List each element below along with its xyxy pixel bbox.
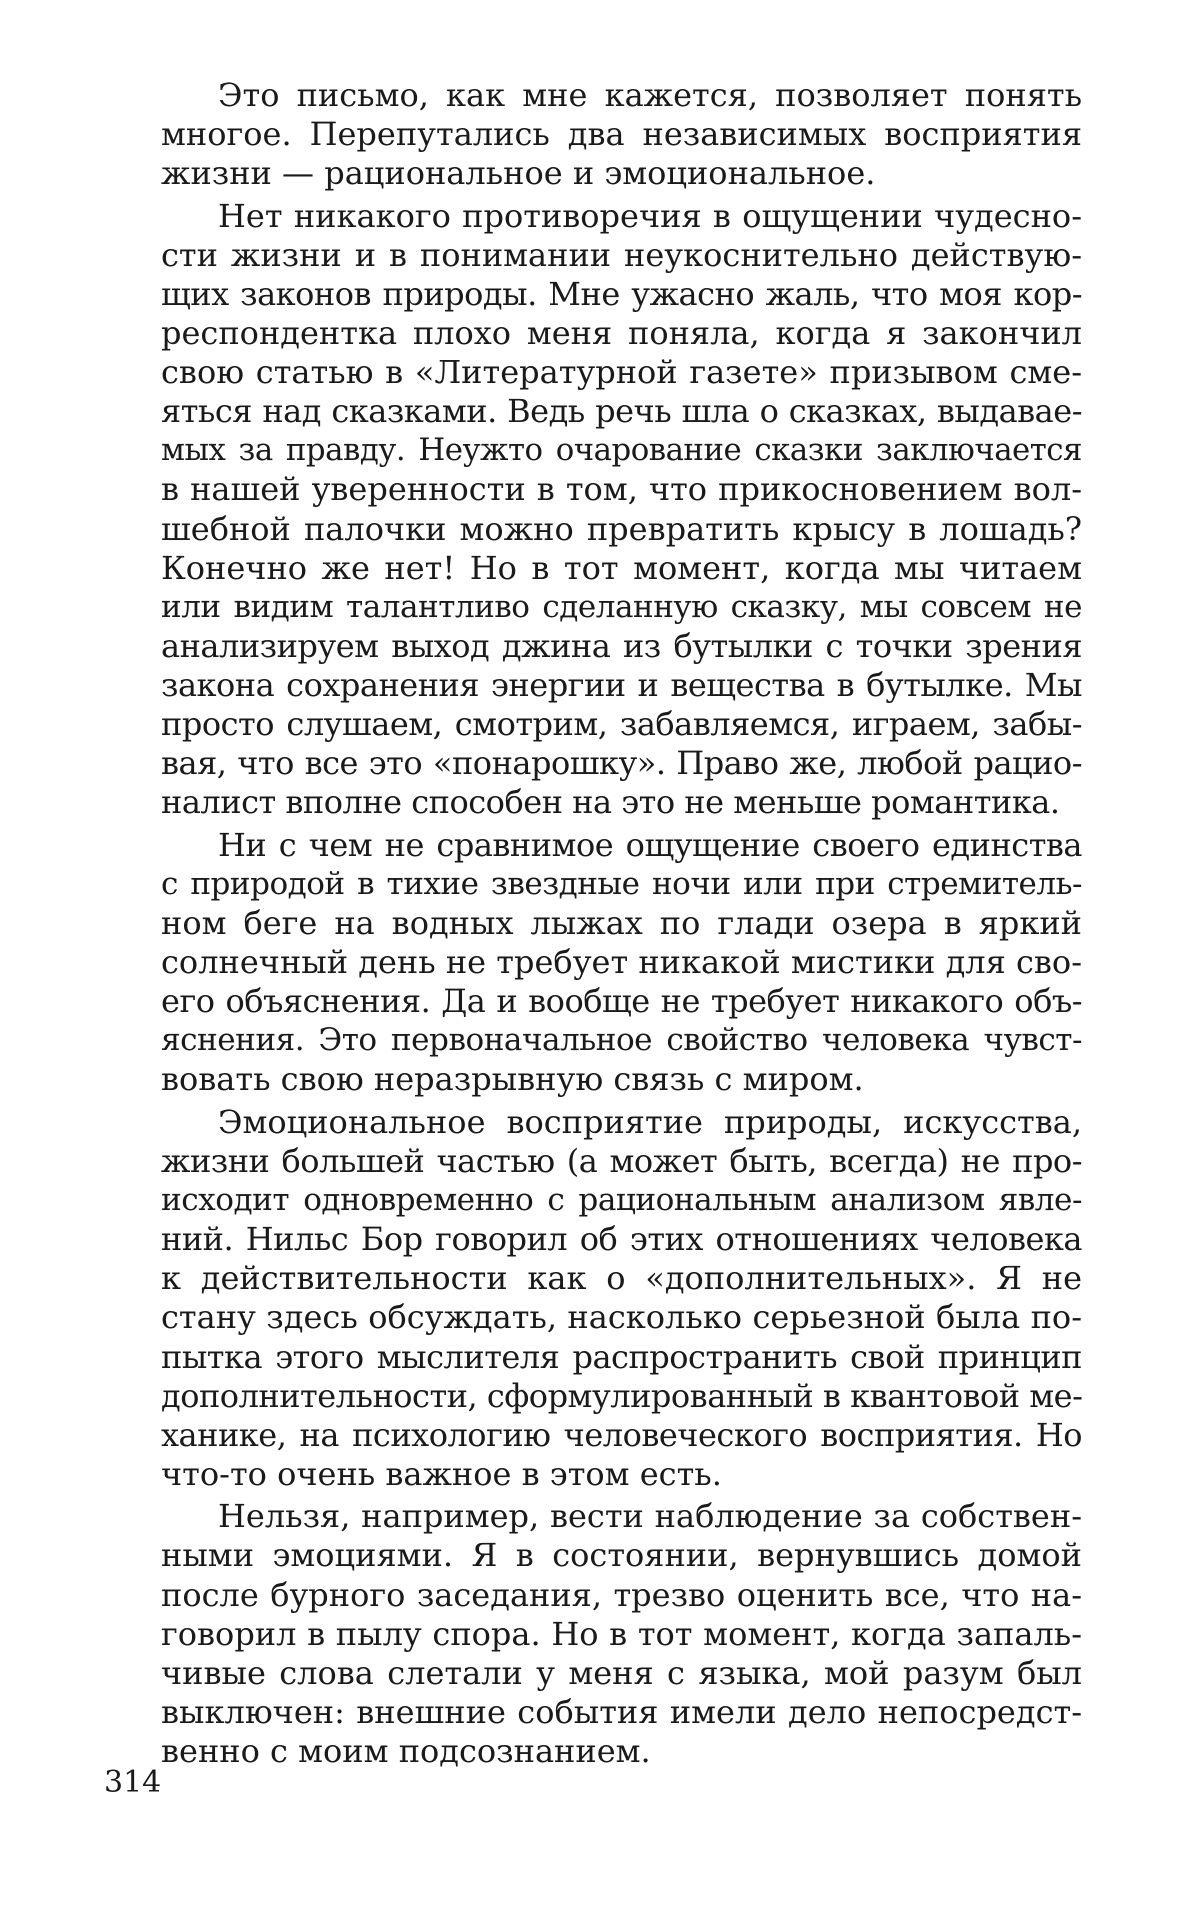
text-line: стану здесь обсуждать, насколько серьезной была по-	[161, 1298, 1082, 1337]
text-line: шебной палочки можно превратить крысу в лошадь?	[161, 509, 1082, 548]
paragraph	[104, 826, 1082, 1100]
text-line: ний. Нильс Бор говорил об этих отношениях человека	[161, 1220, 1082, 1259]
text-line: или видим талантливо сделанную сказку, мы совсем не	[161, 588, 1082, 625]
text-line: сти жизни и в понимании неукоснительно действую-	[161, 235, 1082, 274]
text-line: дополнительности, сформулированный в квантовой ме-	[161, 1376, 1083, 1415]
text-line: венно с моим подсознанием.	[161, 1731, 651, 1770]
text-line: яснения. Это первоначальное свойство человека чувст-	[161, 1022, 1082, 1059]
text-line: вая, что все это «понарошку». Право же, любой рацио-	[161, 744, 1082, 783]
text-line: налист вполне способен на это не меньше романтика.	[161, 783, 1060, 822]
text-line: что-то очень важное в этом есть.	[161, 1454, 722, 1493]
paragraph	[104, 197, 1082, 823]
text-line: выключен: внешние события имели дело непосредст-	[161, 1692, 1082, 1731]
text-line: респондентка плохо меня поняла, когда я закончил	[161, 314, 1082, 353]
text-line: в нашей уверенности в том, что прикосновением вол-	[161, 470, 1082, 509]
text-line: к действительности как о «дополнительных». Я не	[161, 1259, 1082, 1298]
text-line: вовать свою неразрывную связь с миром.	[161, 1060, 864, 1099]
text-line: жизни большей частью (а может быть, всегда) не про-	[161, 1142, 1082, 1181]
paragraph	[104, 76, 1082, 193]
text-line: исходит одновременно с рациональным анализом явле-	[161, 1182, 1082, 1219]
text-line: свою статью в «Литературной газете» призывом сме-	[161, 353, 1082, 392]
text-line: ном беге на водных лыжах по глади озера в яркий	[161, 903, 1082, 942]
text-line: многое. Перепутались два независимых восприятия	[161, 115, 1082, 154]
text-line: Нет никакого противоречия в ощущении чудесно-	[218, 196, 1082, 235]
text-line: анализируем выход джина из бутылки с точки зрения	[161, 626, 1082, 665]
text-line: Это письмо, как мне кажется, позволяет понять	[218, 76, 1082, 114]
text-line: яться над сказками. Ведь речь шла о сказках, выдавае-	[161, 392, 1082, 431]
text-line: просто слушаем, смотрим, забавляемся, играем, забы-	[161, 705, 1082, 743]
text-line: пытка этого мыслителя распространить свой принцип	[161, 1337, 1082, 1376]
text-line: Ни с чем не сравнимое ощущение своего единства	[218, 825, 1082, 864]
text-line: ханике, на психологию человеческого восприятия. Но	[161, 1415, 1082, 1454]
text-line: мых за правду. Неужто очарование сказки заключается	[161, 432, 1082, 469]
text-line: Нельзя, например, вести наблюдение за собствен-	[218, 1497, 1082, 1536]
text-line: жизни — рациональное и эмоциональное.	[161, 154, 876, 193]
body-text	[104, 76, 1082, 1775]
text-line: после бурного заседания, трезво оценить все, что на-	[161, 1575, 1082, 1614]
text-line: Эмоциональное восприятие природы, искусства,	[218, 1102, 1082, 1141]
text-line: ными эмоциями. Я в состоянии, вернувшись домой	[161, 1536, 1082, 1575]
text-line: солнечный день не требует никакой мистики для сво-	[161, 943, 1082, 982]
text-line: щих законов природы. Мне ужасно жаль, что моя кор-	[161, 274, 1082, 313]
paragraph	[104, 1497, 1082, 1771]
page-number: 314	[104, 1765, 162, 1800]
text-line: его объяснения. Да и вообще не требует никакого объ-	[161, 982, 1082, 1021]
text-line: закона сохранения энергии и вещества в бутылке. Мы	[161, 665, 1082, 704]
text-line: чивые слова слетали у меня с языка, мой разум был	[161, 1653, 1082, 1692]
paragraph	[104, 1103, 1082, 1494]
text-line: Конечно же нет! Но в тот момент, когда мы читаем	[161, 548, 1082, 587]
text-line: говорил в пылу спора. Но в тот момент, когда запаль-	[161, 1614, 1082, 1653]
text-line: с природой в тихие звездные ночи или при стремитель-	[161, 865, 1082, 902]
